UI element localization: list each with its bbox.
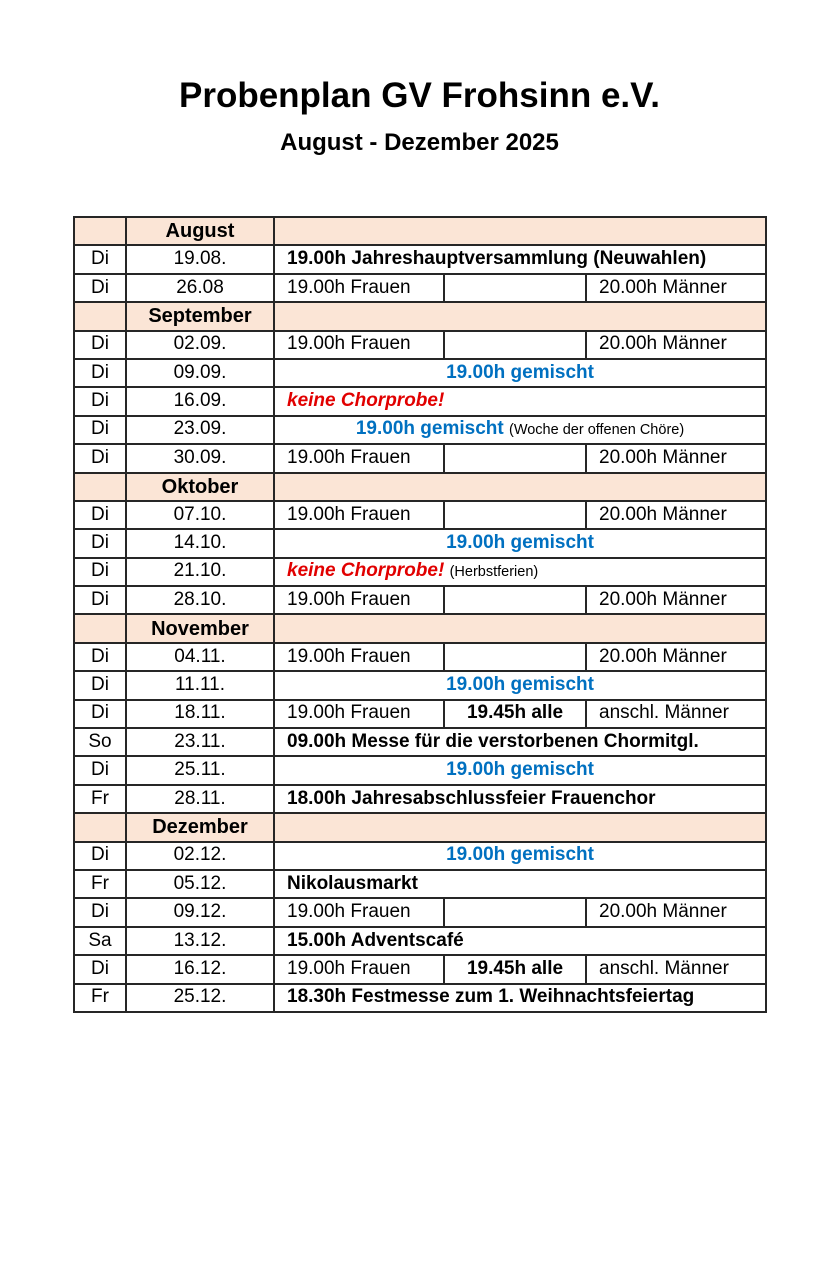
- event-text: 19.00h gemischt: [446, 674, 594, 695]
- day-cell: Di: [74, 416, 126, 444]
- event-cell: [274, 558, 766, 586]
- event-all-cell: [444, 331, 586, 359]
- month-header-spacer: [74, 302, 126, 330]
- day-cell: Di: [74, 700, 126, 728]
- day-cell: Di: [74, 671, 126, 699]
- day-cell: Di: [74, 245, 126, 273]
- month-header-filler: [274, 813, 766, 841]
- day-cell: Di: [74, 558, 126, 586]
- month-header-row: [74, 217, 766, 245]
- month-header-spacer: [74, 473, 126, 501]
- schedule-row: [74, 728, 766, 756]
- day-cell: Fr: [74, 984, 126, 1012]
- event-cell: [274, 416, 766, 444]
- event-all-cell: [444, 586, 586, 614]
- event-men-cell: 20.00h Männer: [586, 501, 766, 529]
- date-cell: 16.09.: [126, 387, 274, 415]
- schedule-row: [74, 927, 766, 955]
- event-women-cell: 19.00h Frauen: [274, 955, 444, 983]
- date-cell: 07.10.: [126, 501, 274, 529]
- date-cell: 28.11.: [126, 785, 274, 813]
- event-text: 09.00h Messe für die verstorbenen Chormitgl.: [287, 730, 699, 752]
- schedule-row: [74, 643, 766, 671]
- event-all-cell: 19.45h alle: [444, 700, 586, 728]
- day-cell: Di: [74, 643, 126, 671]
- day-cell: Di: [74, 586, 126, 614]
- month-header-row: [74, 473, 766, 501]
- event-men-cell: 20.00h Männer: [586, 898, 766, 926]
- schedule-row: [74, 671, 766, 699]
- schedule-row: [74, 387, 766, 415]
- day-cell: Di: [74, 274, 126, 302]
- date-cell: 28.10.: [126, 586, 274, 614]
- event-women-cell: 19.00h Frauen: [274, 331, 444, 359]
- document-title: Probenplan GV Frohsinn e.V.: [178, 76, 660, 115]
- date-cell: 04.11.: [126, 643, 274, 671]
- schedule-row: [74, 245, 766, 273]
- schedule-table: [73, 216, 767, 1013]
- month-name: August: [126, 217, 274, 245]
- date-cell: 16.12.: [126, 955, 274, 983]
- event-all-cell: [444, 643, 586, 671]
- month-header-filler: [274, 217, 766, 245]
- day-cell: Fr: [74, 785, 126, 813]
- schedule-row: [74, 501, 766, 529]
- event-women-cell: 19.00h Frauen: [274, 898, 444, 926]
- event-men-cell: 20.00h Männer: [586, 331, 766, 359]
- date-cell: 25.11.: [126, 756, 274, 784]
- event-cell: [274, 785, 766, 813]
- schedule-row: [74, 700, 766, 728]
- day-cell: Di: [74, 331, 126, 359]
- month-name: Dezember: [126, 813, 274, 841]
- event-men-cell: 20.00h Männer: [586, 643, 766, 671]
- month-header-filler: [274, 614, 766, 642]
- event-cell: [274, 529, 766, 557]
- event-cell: [274, 245, 766, 273]
- month-header-spacer: [74, 614, 126, 642]
- event-text: 18.00h Jahresabschlussfeier Frauenchor: [287, 787, 656, 809]
- schedule-row: [74, 955, 766, 983]
- day-cell: Fr: [74, 870, 126, 898]
- event-text: 19.00h gemischt: [446, 759, 594, 781]
- date-cell: 02.12.: [126, 842, 274, 870]
- schedule-row: [74, 416, 766, 444]
- event-text: 19.00h gemischt: [446, 844, 594, 866]
- schedule-row: [74, 785, 766, 813]
- event-all-cell: [444, 898, 586, 926]
- event-men-cell: anschl. Männer: [586, 955, 766, 983]
- event-text: 15.00h Adventscafé: [287, 929, 464, 951]
- day-cell: Di: [74, 387, 126, 415]
- event-cell: [274, 984, 766, 1012]
- event-cell: [274, 671, 766, 699]
- event-text: 19.00h gemischt: [446, 361, 594, 383]
- date-cell: 09.12.: [126, 898, 274, 926]
- event-text: keine Chorprobe!: [287, 560, 445, 582]
- date-cell: 23.11.: [126, 728, 274, 756]
- month-name: November: [126, 614, 274, 642]
- month-header-filler: [274, 302, 766, 330]
- schedule-row: [74, 359, 766, 387]
- schedule-row: [74, 529, 766, 557]
- event-cell: [274, 756, 766, 784]
- date-cell: 09.09.: [126, 359, 274, 387]
- date-cell: 13.12.: [126, 927, 274, 955]
- day-cell: Di: [74, 955, 126, 983]
- event-women-cell: 19.00h Frauen: [274, 586, 444, 614]
- event-text: Nikolausmarkt: [287, 872, 418, 894]
- schedule-row: [74, 331, 766, 359]
- event-women-cell: 19.00h Frauen: [274, 501, 444, 529]
- schedule-row: [74, 756, 766, 784]
- day-cell: Di: [74, 842, 126, 870]
- day-cell: Di: [74, 359, 126, 387]
- date-cell: 11.11.: [126, 671, 274, 699]
- event-text: 19.00h gemischt: [355, 418, 504, 440]
- event-men-cell: anschl. Männer: [586, 700, 766, 728]
- schedule-row: [74, 870, 766, 898]
- event-text: keine Chorprobe!: [287, 390, 445, 412]
- month-header-row: [74, 302, 766, 330]
- month-name: Oktober: [126, 473, 274, 501]
- event-text: 19.00h gemischt: [446, 532, 594, 554]
- event-cell: [274, 728, 766, 756]
- document-subtitle: August - Dezember 2025: [280, 129, 559, 156]
- day-cell: So: [74, 728, 126, 756]
- date-cell: 23.09.: [126, 416, 274, 444]
- schedule-row: [74, 558, 766, 586]
- month-header-spacer: [74, 217, 126, 245]
- event-cell: [274, 870, 766, 898]
- schedule-row: [74, 898, 766, 926]
- event-all-cell: [444, 501, 586, 529]
- date-cell: 02.09.: [126, 331, 274, 359]
- date-cell: 19.08.: [126, 245, 274, 273]
- event-men-cell: 20.00h Männer: [586, 444, 766, 472]
- schedule-row: [74, 586, 766, 614]
- event-men-cell: 20.00h Männer: [586, 274, 766, 302]
- event-cell: [274, 842, 766, 870]
- date-cell: 25.12.: [126, 984, 274, 1012]
- month-header-row: [74, 614, 766, 642]
- day-cell: Sa: [74, 927, 126, 955]
- event-text: 19.00h Jahreshauptversammlung (Neuwahlen): [287, 248, 707, 270]
- event-all-cell: [444, 274, 586, 302]
- schedule-row: [74, 274, 766, 302]
- event-all-cell: 19.45h alle: [444, 955, 586, 983]
- month-header-filler: [274, 473, 766, 501]
- event-women-cell: 19.00h Frauen: [274, 700, 444, 728]
- month-header-row: [74, 813, 766, 841]
- schedule-row: [74, 984, 766, 1012]
- event-cell: [274, 927, 766, 955]
- schedule-body: [74, 217, 766, 1012]
- page: [0, 76, 839, 1266]
- date-cell: 18.11.: [126, 700, 274, 728]
- event-women-cell: 19.00h Frauen: [274, 444, 444, 472]
- day-cell: Di: [74, 501, 126, 529]
- day-cell: Di: [74, 444, 126, 472]
- event-note: (Herbstferien): [449, 564, 539, 581]
- event-all-cell: [444, 444, 586, 472]
- day-cell: Di: [74, 756, 126, 784]
- schedule-row: [74, 842, 766, 870]
- month-header-spacer: [74, 813, 126, 841]
- event-women-cell: 19.00h Frauen: [274, 274, 444, 302]
- event-note: (Woche der offenen Chöre): [508, 422, 685, 439]
- date-cell: 14.10.: [126, 529, 274, 557]
- month-name: September: [126, 302, 274, 330]
- event-men-cell: 20.00h Männer: [586, 586, 766, 614]
- day-cell: Di: [74, 529, 126, 557]
- date-cell: 30.09.: [126, 444, 274, 472]
- event-cell: [274, 387, 766, 415]
- event-text: 18.30h Festmesse zum 1. Weihnachtsfeiertag: [287, 986, 695, 1008]
- event-women-cell: 19.00h Frauen: [274, 643, 444, 671]
- day-cell: Di: [74, 898, 126, 926]
- date-cell: 05.12.: [126, 870, 274, 898]
- date-cell: 21.10.: [126, 558, 274, 586]
- date-cell: 26.08: [126, 274, 274, 302]
- event-cell: [274, 359, 766, 387]
- schedule-row: [74, 444, 766, 472]
